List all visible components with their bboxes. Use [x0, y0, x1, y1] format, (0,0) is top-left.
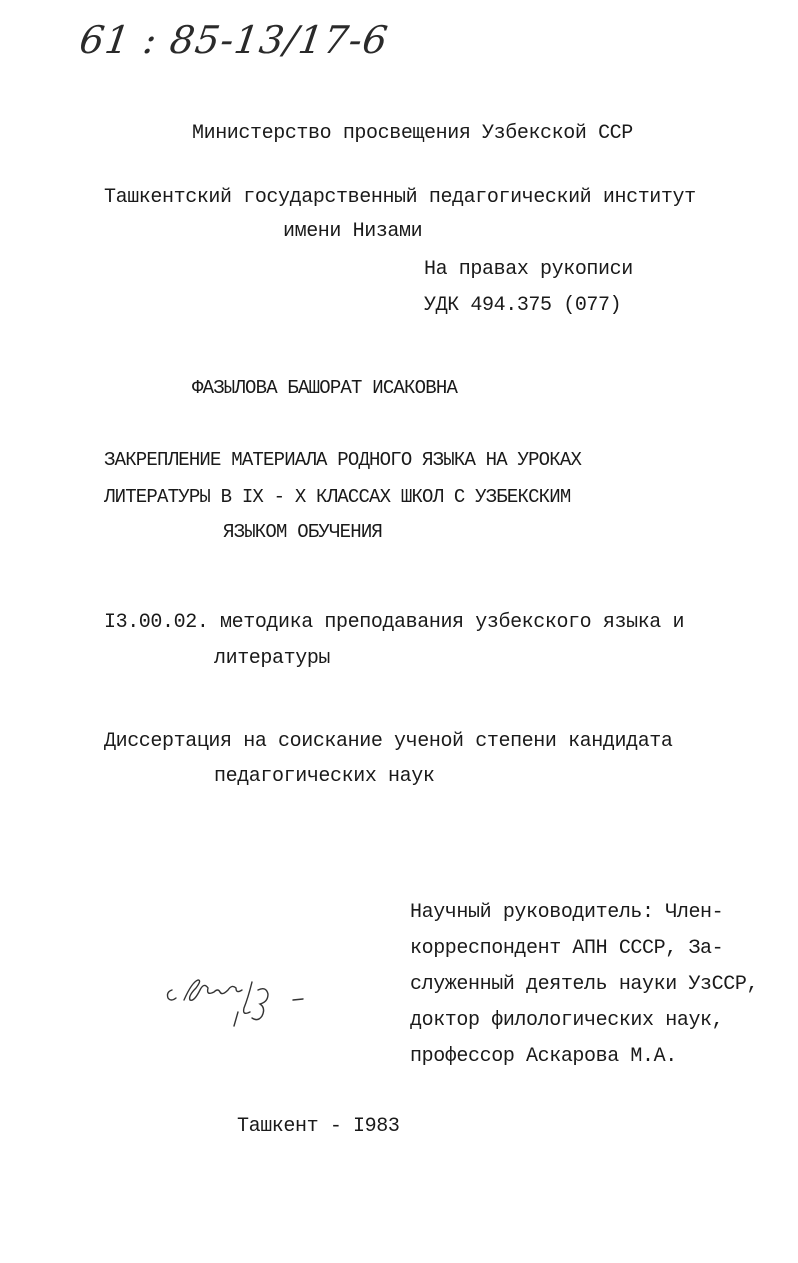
specialty-code: I3.00.02. методика преподавания узбекского языка и	[104, 611, 685, 634]
advisor-line-4: доктор филологических наук,	[410, 1009, 724, 1032]
archive-code: 61 : 85-13/17-6	[76, 18, 392, 62]
signature-image	[158, 960, 308, 1030]
ministry: Министерство просвещения Узбекской ССР	[192, 122, 633, 145]
udk-code: УДК 494.375 (077)	[424, 294, 622, 317]
specialty-code-cont: литературы	[214, 647, 331, 670]
advisor-line-1: Научный руководитель: Член-	[410, 901, 724, 924]
place-and-year: Ташкент - I983	[237, 1115, 400, 1138]
advisor-line-2: корреспондент АПН СССР, За-	[410, 937, 724, 960]
degree-statement-cont: педагогических наук	[214, 765, 435, 788]
advisor-line-5: профессор Аскарова М.А.	[410, 1045, 677, 1068]
dissertation-title-3: ЯЗЫКОМ ОБУЧЕНИЯ	[223, 521, 383, 543]
dissertation-title-2: ЛИТЕРАТУРЫ В IX - X КЛАССАХ ШКОЛ С УЗБЕКСКИМ	[104, 486, 571, 508]
manuscript-rights: На правах рукописи	[424, 258, 633, 281]
advisor-line-3: служенный деятель науки УзССР,	[410, 973, 759, 996]
degree-statement: Диссертация на соискание ученой степени кандидата	[104, 730, 673, 753]
dissertation-title-1: ЗАКРЕПЛЕНИЕ МАТЕРИАЛА РОДНОГО ЯЗЫКА НА УРОКАХ	[104, 449, 582, 471]
institute-name: Ташкентский государственный педагогический институт	[104, 186, 696, 209]
institute-name-cont: имени Низами	[283, 220, 423, 243]
author-name: ФАЗЫЛОВА БАШОРАТ ИСАКОВНА	[192, 377, 458, 399]
